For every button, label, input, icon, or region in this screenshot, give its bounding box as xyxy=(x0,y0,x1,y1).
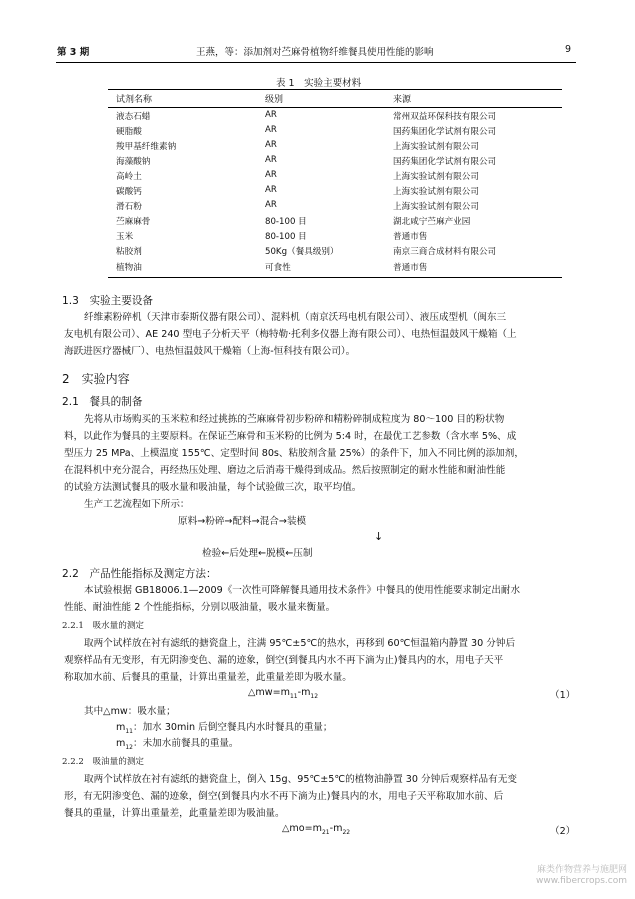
table-cell: AR xyxy=(265,110,277,120)
equation-text: -m xyxy=(297,687,311,698)
table-cell: 国药集团化学试剂有限公司 xyxy=(393,157,497,167)
paragraph-line: 在混料机中充分混合，再经热压处理、磨边之后消毒干燥得到成品。然后按照制定的耐水性能和耐油性能 xyxy=(64,465,506,476)
section-2-1-heading: 2.1 餐具的制备 xyxy=(62,396,143,408)
header-rule xyxy=(56,62,576,63)
symbol-subscript: 11 xyxy=(125,727,133,735)
flow-intro: 生产工艺流程如下所示： xyxy=(84,499,190,510)
table-cell: 国药集团化学试剂有限公司 xyxy=(393,127,497,137)
table-cell: 玉米 xyxy=(116,232,134,242)
paragraph-line: 本试验根据 GB18006.1—2009《一次性可降解餐具通用技术条件》中餐具的使用性能要求制定出耐水 xyxy=(84,585,521,596)
table-cell: 液态石蜡 xyxy=(116,112,151,122)
paragraph-line: 称取加水前、后餐具的重量，计算出重量差，此重量差即为吸水量。 xyxy=(64,672,352,683)
paragraph-line: 取两个试样放在衬有滤纸的搪瓷盘上，倒入 15g、95℃±5℃的植物油静置 30 分钟后观察样品有无变 xyxy=(84,774,517,785)
symbol-subscript: 12 xyxy=(125,743,133,751)
table-cell: 上海实验试剂有限公司 xyxy=(393,187,479,197)
table-cell: 滑石粉 xyxy=(116,202,142,212)
table-cell: AR xyxy=(265,155,277,165)
running-title: 王燕，等：添加剂对苎麻骨植物纤维餐具使用性能的影响 xyxy=(196,47,434,58)
table-cell: 80-100 目 xyxy=(265,217,307,227)
table-cell: 羧甲基纤维素钠 xyxy=(116,142,177,152)
arrow-left-icon: ← xyxy=(285,548,294,559)
arrow-down-icon: ↓ xyxy=(374,530,384,543)
paragraph-line: 的试验方法测试餐具的吸水量和吸油量，每个试验做三次，取平均值。 xyxy=(64,482,362,493)
flow-step: 配料 xyxy=(232,516,252,527)
section-1-3-heading: 1.3 实验主要设备 xyxy=(62,295,154,307)
process-flow-bottom xyxy=(202,546,312,563)
table-cell: 可食性 xyxy=(265,263,291,273)
table-header-source: 来源 xyxy=(393,95,412,105)
table-cell: 50Kg（餐具级别） xyxy=(265,247,339,257)
equation-1 xyxy=(248,687,318,700)
where-text: ：加水 30min 后倒空餐具内水时餐具的重量； xyxy=(133,722,333,733)
arrow-right-icon: → xyxy=(224,516,233,527)
paragraph-line: 料，以此作为餐具的主要原料。在保证苎麻骨和玉米粉的比例为 5:4 时，在最优工艺参数（含水率 5%、成 xyxy=(64,431,517,442)
flow-step: 原料 xyxy=(178,516,198,527)
section-2-heading: 2 实验内容 xyxy=(62,372,130,386)
paragraph-line: 型压力 25 MPa、上模温度 155℃、定型时间 80s、粘胶剂含量 25%）的条件下，加入不同比例的添加剂， xyxy=(64,448,524,459)
paragraph-line: 形，有无阴渗变色、漏的迹象，倒空(到餐具内水不再下滴为止)餐具内的水，用电子天平称取加水前、后 xyxy=(64,791,504,802)
table-cell: AR xyxy=(265,170,277,180)
flow-step: 装模 xyxy=(286,516,307,527)
symbol: m xyxy=(116,722,126,733)
table-cell: 植物油 xyxy=(116,263,142,273)
flow-step: 粉碎 xyxy=(205,516,225,527)
paragraph-line: 取两个试样放在衬有滤纸的搪瓷盘上，注满 95℃±5℃的热水，再移到 60℃恒温箱内静置 30 分钟后 xyxy=(84,638,516,649)
where-text: ：未加水前餐具的重量。 xyxy=(133,738,239,749)
flow-step: 检验 xyxy=(202,548,222,559)
arrow-left-icon: ← xyxy=(258,548,267,559)
table-cell: 粘胶剂 xyxy=(116,247,142,257)
equation-2 xyxy=(282,823,350,836)
section-2-2-2-heading: 2.2.2 吸油量的测定 xyxy=(62,757,145,767)
arrow-right-icon: → xyxy=(197,516,206,527)
table-cell: 上海实验试剂有限公司 xyxy=(393,172,479,182)
equation-number: （2） xyxy=(550,826,576,837)
where-intro: 其中△mw：吸水量； xyxy=(84,706,176,717)
paragraph-line: 餐具的重量，计算出重量差，此重量差即为吸油量。 xyxy=(64,808,285,819)
equation-subscript: 22 xyxy=(342,828,351,836)
flow-step: 压制 xyxy=(293,548,313,559)
flow-step: 脱模 xyxy=(266,548,286,559)
table-cell: 80-100 目 xyxy=(265,232,307,242)
equation-subscript: 11 xyxy=(289,692,298,700)
table-cell: 常州双益环保科技有限公司 xyxy=(393,112,497,122)
arrow-left-icon: ← xyxy=(221,548,230,559)
table-cell: 硬脂酸 xyxy=(116,127,142,137)
table-cell: 南京三商合成材料有限公司 xyxy=(393,247,497,257)
table-header-rule xyxy=(108,107,562,108)
table-cell: 上海实验试剂有限公司 xyxy=(393,202,479,212)
table-cell: 海藻酸钠 xyxy=(116,157,151,167)
table-header-grade: 级别 xyxy=(265,95,284,105)
table-cell: 苎麻麻骨 xyxy=(116,217,151,227)
equation-text: △mo=m xyxy=(282,823,322,834)
equation-number: （1） xyxy=(550,690,576,701)
table-cell: 上海实验试剂有限公司 xyxy=(393,142,479,152)
table-top-rule xyxy=(108,89,562,90)
arrow-right-icon: → xyxy=(251,516,260,527)
symbol: m xyxy=(116,738,126,749)
section-2-2-heading: 2.2 产品性能指标及测定方法： xyxy=(62,568,217,580)
paragraph-line: 先将从市场购买的玉米粒和经过挑拣的苎麻麻骨初步粉碎和精粉碎制成粒度为 80～100 目的粉状物 xyxy=(84,414,505,425)
section-2-2-1-heading: 2.2.1 吸水量的测定 xyxy=(62,621,145,631)
table-cell: AR xyxy=(265,185,277,195)
paragraph-line: 海跃进医疗器械厂）、电热恒温鼓风干燥箱（上海-恒科技有限公司）。 xyxy=(64,346,356,357)
paragraph-line: 友电机有限公司）、AE 240 型电子分析天平（梅特勒·托利多仪器上海有限公司）、电热恒温鼓风干燥箱（上 xyxy=(64,329,517,340)
flow-step: 后处理 xyxy=(229,548,259,559)
watermark-title: 麻类作物营养与施肥网 xyxy=(536,865,627,875)
page-number: 9 xyxy=(565,44,572,55)
table-cell: AR xyxy=(265,140,277,150)
table-cell: 碳酸钙 xyxy=(116,187,142,197)
where-item xyxy=(116,736,239,756)
paragraph-line: 纤维素粉碎机（天津市泰斯仪器有限公司）、混料机（南京沃玛电机有限公司）、液压成型机（闽东三 xyxy=(84,312,507,323)
equation-subscript: 12 xyxy=(310,692,319,700)
watermark-url: www.fibercrops.com xyxy=(536,876,627,886)
flow-step: 混合 xyxy=(259,516,279,527)
table-cell: 高岭土 xyxy=(116,172,142,182)
table-cell: 普通市售 xyxy=(393,263,428,273)
arrow-right-icon: → xyxy=(278,516,287,527)
paragraph-line: 观察样品有无变形，有无阴渗变色、漏的迹象，倒空(到餐具内水不再下滴为止)餐具内的水，用电子天平 xyxy=(64,655,504,666)
process-flow-top xyxy=(178,514,306,531)
table-cell: 普通市售 xyxy=(393,232,428,242)
table-caption: 表 1 实验主要材料 xyxy=(276,78,362,89)
equation-text: △mw=m xyxy=(248,687,290,698)
table-cell: 湖北咸宁苎麻产业园 xyxy=(393,217,471,227)
equation-text: -m xyxy=(329,823,343,834)
issue-number: 第 3 期 xyxy=(57,47,90,58)
table-cell: AR xyxy=(265,125,277,135)
table-bottom-rule xyxy=(108,277,562,278)
paragraph-line: 性能、耐油性能 2 个性能指标，分别以吸油量，吸水量来衡量。 xyxy=(64,602,336,613)
equation-subscript: 21 xyxy=(321,828,330,836)
table-cell: AR xyxy=(265,200,277,210)
table-header-name: 试剂名称 xyxy=(116,95,153,105)
